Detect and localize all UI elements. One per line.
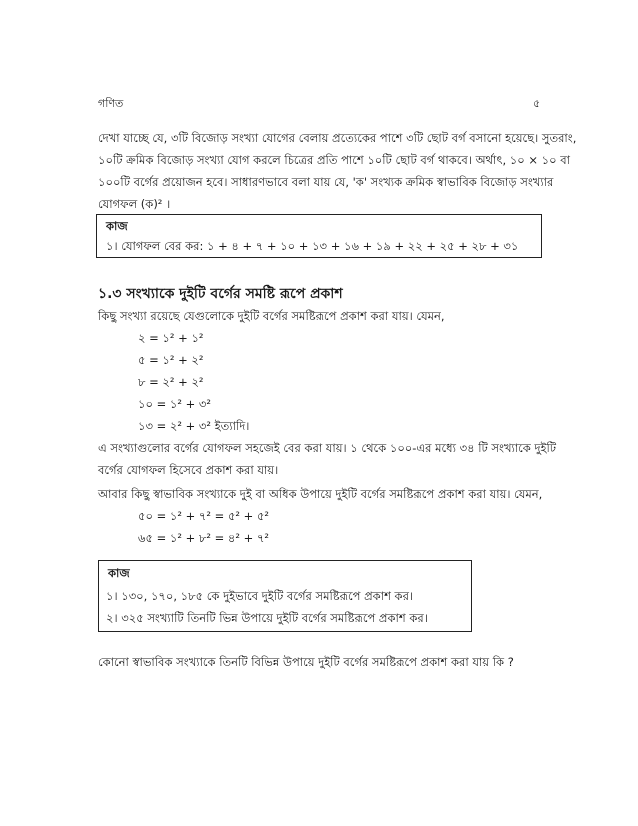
example-equation: ২ = ১² + ১² xyxy=(138,331,204,345)
page-number: ৫ xyxy=(533,97,541,110)
section-intro: কিছু সংখ্যা রয়েছে যেগুলোকে দুইটি বর্গের সমষ্টিরূপে প্রকাশ করা যায়। যেমন, xyxy=(98,309,445,323)
example-equation: ১৩ = ২² + ৩² ইত্যাদি। xyxy=(138,419,250,433)
closing-question: কোনো স্বাভাবিক সংখ্যাকে তিনটি বিভিন্ন উপায়ে দুইটি বর্গের সমষ্টিরূপে প্রকাশ করা যায় কি ? xyxy=(98,655,514,669)
running-header-subject: গণিত xyxy=(98,97,124,110)
task-box-1-title: কাজ xyxy=(106,219,128,233)
intro-line-3: ১০০টি বর্গের প্রয়োজন হবে। সাধারণভাবে বলা যায় যে, 'ক' সংখ্যক ক্রমিক স্বাভাবিক বিজোড় সংখ্যার xyxy=(98,175,554,189)
intro-line-4: যোগফল (ক)² । xyxy=(98,197,171,211)
task-box-1-item: ১। যোগফল বের কর: ১ + ৪ + ৭ + ১০ + ১৩ + ১৬ + ১৯ + ২২ + ২৫ + ২৮ + ৩১ xyxy=(106,239,519,253)
task-box-2-item: ১। ১৩০, ১৭০, ১৮৫ কে দুইভাবে দুইটি বর্গের সমষ্টিরূপে প্রকাশ কর। xyxy=(106,589,414,603)
example-equation: ৮ = ২² + ২² xyxy=(138,375,204,389)
task-box-2-title: কাজ xyxy=(108,566,130,580)
paragraph-2-line-1: এ সংখ্যাগুলোর বর্গের যোগফল সহজেই বের করা যায়। ১ থেকে ১০০-এর মধ্যে ৩৪ টি সংখ্যাকে দুইটি xyxy=(98,441,557,455)
paragraph-2-line-2: বর্গের যোগফল হিসেবে প্রকাশ করা যায়। xyxy=(98,463,279,477)
example-equation-multi: ৫০ = ১² + ৭² = ৫² + ৫² xyxy=(138,509,270,523)
example-equation: ১০ = ১² + ৩² xyxy=(138,397,211,411)
paragraph-3: আবার কিছু স্বাভাবিক সংখ্যাকে দুই বা অধিক উপায়ে দুইটি বর্গের সমষ্টিরূপে প্রকাশ করা যায়। যেমন, xyxy=(98,487,543,501)
example-equation: ৫ = ১² + ২² xyxy=(138,353,204,367)
section-heading: ১.৩ সংখ্যাকে দুইটি বর্গের সমষ্টি রূপে প্রকাশ xyxy=(98,286,343,302)
example-equation-multi: ৬৫ = ১² + ৮² = ৪² + ৭² xyxy=(138,531,270,545)
intro-line-1: দেখা যাচ্ছে যে, ৩টি বিজোড় সংখ্যা যোগের বেলায় প্রত্যেকের পাশে ৩টি ছোট বর্গ বসানো হয়েছে। সুতরাং, xyxy=(98,131,577,145)
intro-line-2: ১০টি ক্রমিক বিজোড় সংখ্যা যোগ করলে চিত্রের প্রতি পাশে ১০টি ছোট বর্গ থাকবে। অর্থাৎ, ১০ × ১০ বা xyxy=(98,153,571,167)
task-box-2-item: ২। ৩২৫ সংখ্যাটি তিনটি ভিন্ন উপায়ে দুইটি বর্গের সমষ্টিরূপে প্রকাশ কর। xyxy=(106,611,428,625)
